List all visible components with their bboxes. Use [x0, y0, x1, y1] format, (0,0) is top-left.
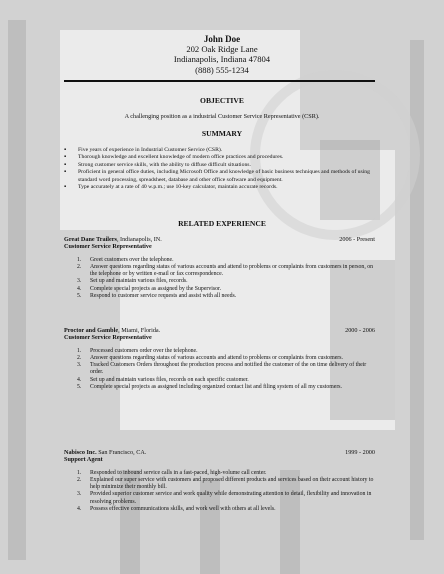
duty-item: 5. Complete special projects as assigned including organized contact list and filing system of all my customers. — [77, 383, 343, 390]
header-divider — [64, 80, 375, 82]
duty-item: 1. Greet customers over the telephone. — [77, 256, 174, 263]
job-dates: 2000 - 2006 — [345, 327, 375, 334]
job-title: Customer Service Representative — [64, 334, 152, 342]
summary-item: ▪ Type accurately at a rate of 40 w.p.m.; use 10-key calculator, maintain accurate records. — [64, 184, 374, 191]
job-dates: 2006 - Present — [339, 236, 375, 243]
job-entry — [64, 236, 375, 300]
city-line: Indianapolis, Indiana 47804 — [173, 54, 271, 65]
job-title: Support Agent — [64, 456, 103, 464]
objective-text: A challenging position as a industrial Customer Service Representative (CSR). — [124, 113, 320, 120]
address-line: 202 Oak Ridge Lane — [186, 44, 258, 55]
duty-item: 4. Complete special projects as assigned by the Supervisor. — [77, 285, 222, 292]
summary-list — [64, 147, 374, 191]
objective-heading: OBJECTIVE — [200, 96, 244, 105]
job-dates: 1999 - 2000 — [345, 449, 375, 456]
summary-item: ▪ Thorough knowledge and excellent knowledge of modern office practices and procedures. — [64, 154, 374, 161]
company-name: Proctor and Gamble — [64, 327, 119, 334]
duty-item: 2. Answer questions regarding status of various accounts and attend to problems or complaints from customers. — [77, 355, 343, 362]
job-entry — [64, 449, 375, 513]
duty-item: 1. Responded to inbound service calls in a fast-paced, high-volume call center. — [77, 469, 267, 476]
summary-item: ▪ Strong customer service skills, with the ability to diffuse difficult situations. — [64, 162, 374, 169]
contact-block — [0, 0, 444, 75]
summary-item: ▪ Five years of experience in Industrial Customer Service (CSR). — [64, 147, 374, 154]
summary-heading: SUMMARY — [201, 129, 243, 138]
duty-item: 1. Processed customers order over the telephone. — [77, 347, 198, 354]
company-location: San Francisco, CA. — [96, 449, 147, 456]
duty-item: 3. Provided superior customer service and work quality while demonstrating attention to detail, flexibility and innovation in resolving problems. — [77, 491, 372, 505]
experience-heading: RELATED EXPERIENCE — [178, 219, 266, 228]
company-name: Nabisco Inc. — [64, 449, 97, 456]
duty-item: 5. Respond to customer service requests and assist with all needs. — [77, 292, 237, 299]
job-entry — [64, 327, 375, 391]
company-location: , Miami, Florida. — [118, 327, 161, 334]
duty-item: 3. Set up and maintain various files, records. — [77, 278, 188, 285]
phone-line: (888) 555-1234 — [195, 64, 249, 75]
duty-item: 2. Explained our super service with customers and proposed different products and services based on their account history to help minimize their monthly bill. — [77, 477, 374, 491]
company-location: , Indianapolis, IN. — [116, 236, 162, 243]
duties-list — [64, 470, 375, 513]
duty-item: 2. Answer questions regarding status of various accounts and attend to problems or complaints from customers in person, on the telephone or by written e-mail or fax correspondence. — [77, 264, 374, 278]
duty-item: 4. Set up and maintain various files, records on each specific customer. — [77, 376, 249, 383]
company-name: Great Dane Trailers — [64, 236, 117, 243]
candidate-name: John Doe — [203, 34, 241, 44]
duty-item: 3. Tracked Customers Orders throughout the production process and notified the customer of the on time delivery of their order. — [77, 362, 367, 376]
duties-list — [64, 348, 375, 391]
duties-list — [64, 257, 375, 300]
job-title: Customer Service Representative — [64, 243, 152, 251]
summary-item: ▪ Proficient in general office duties, including Microsoft Office and knowledge of basic business techniques and methods of using standard word processing, spreadsheet, database and other office software and equipment. — [64, 169, 374, 184]
duty-item: 4. Possess effective communications skills, and work well with others at all levels. — [77, 505, 276, 512]
